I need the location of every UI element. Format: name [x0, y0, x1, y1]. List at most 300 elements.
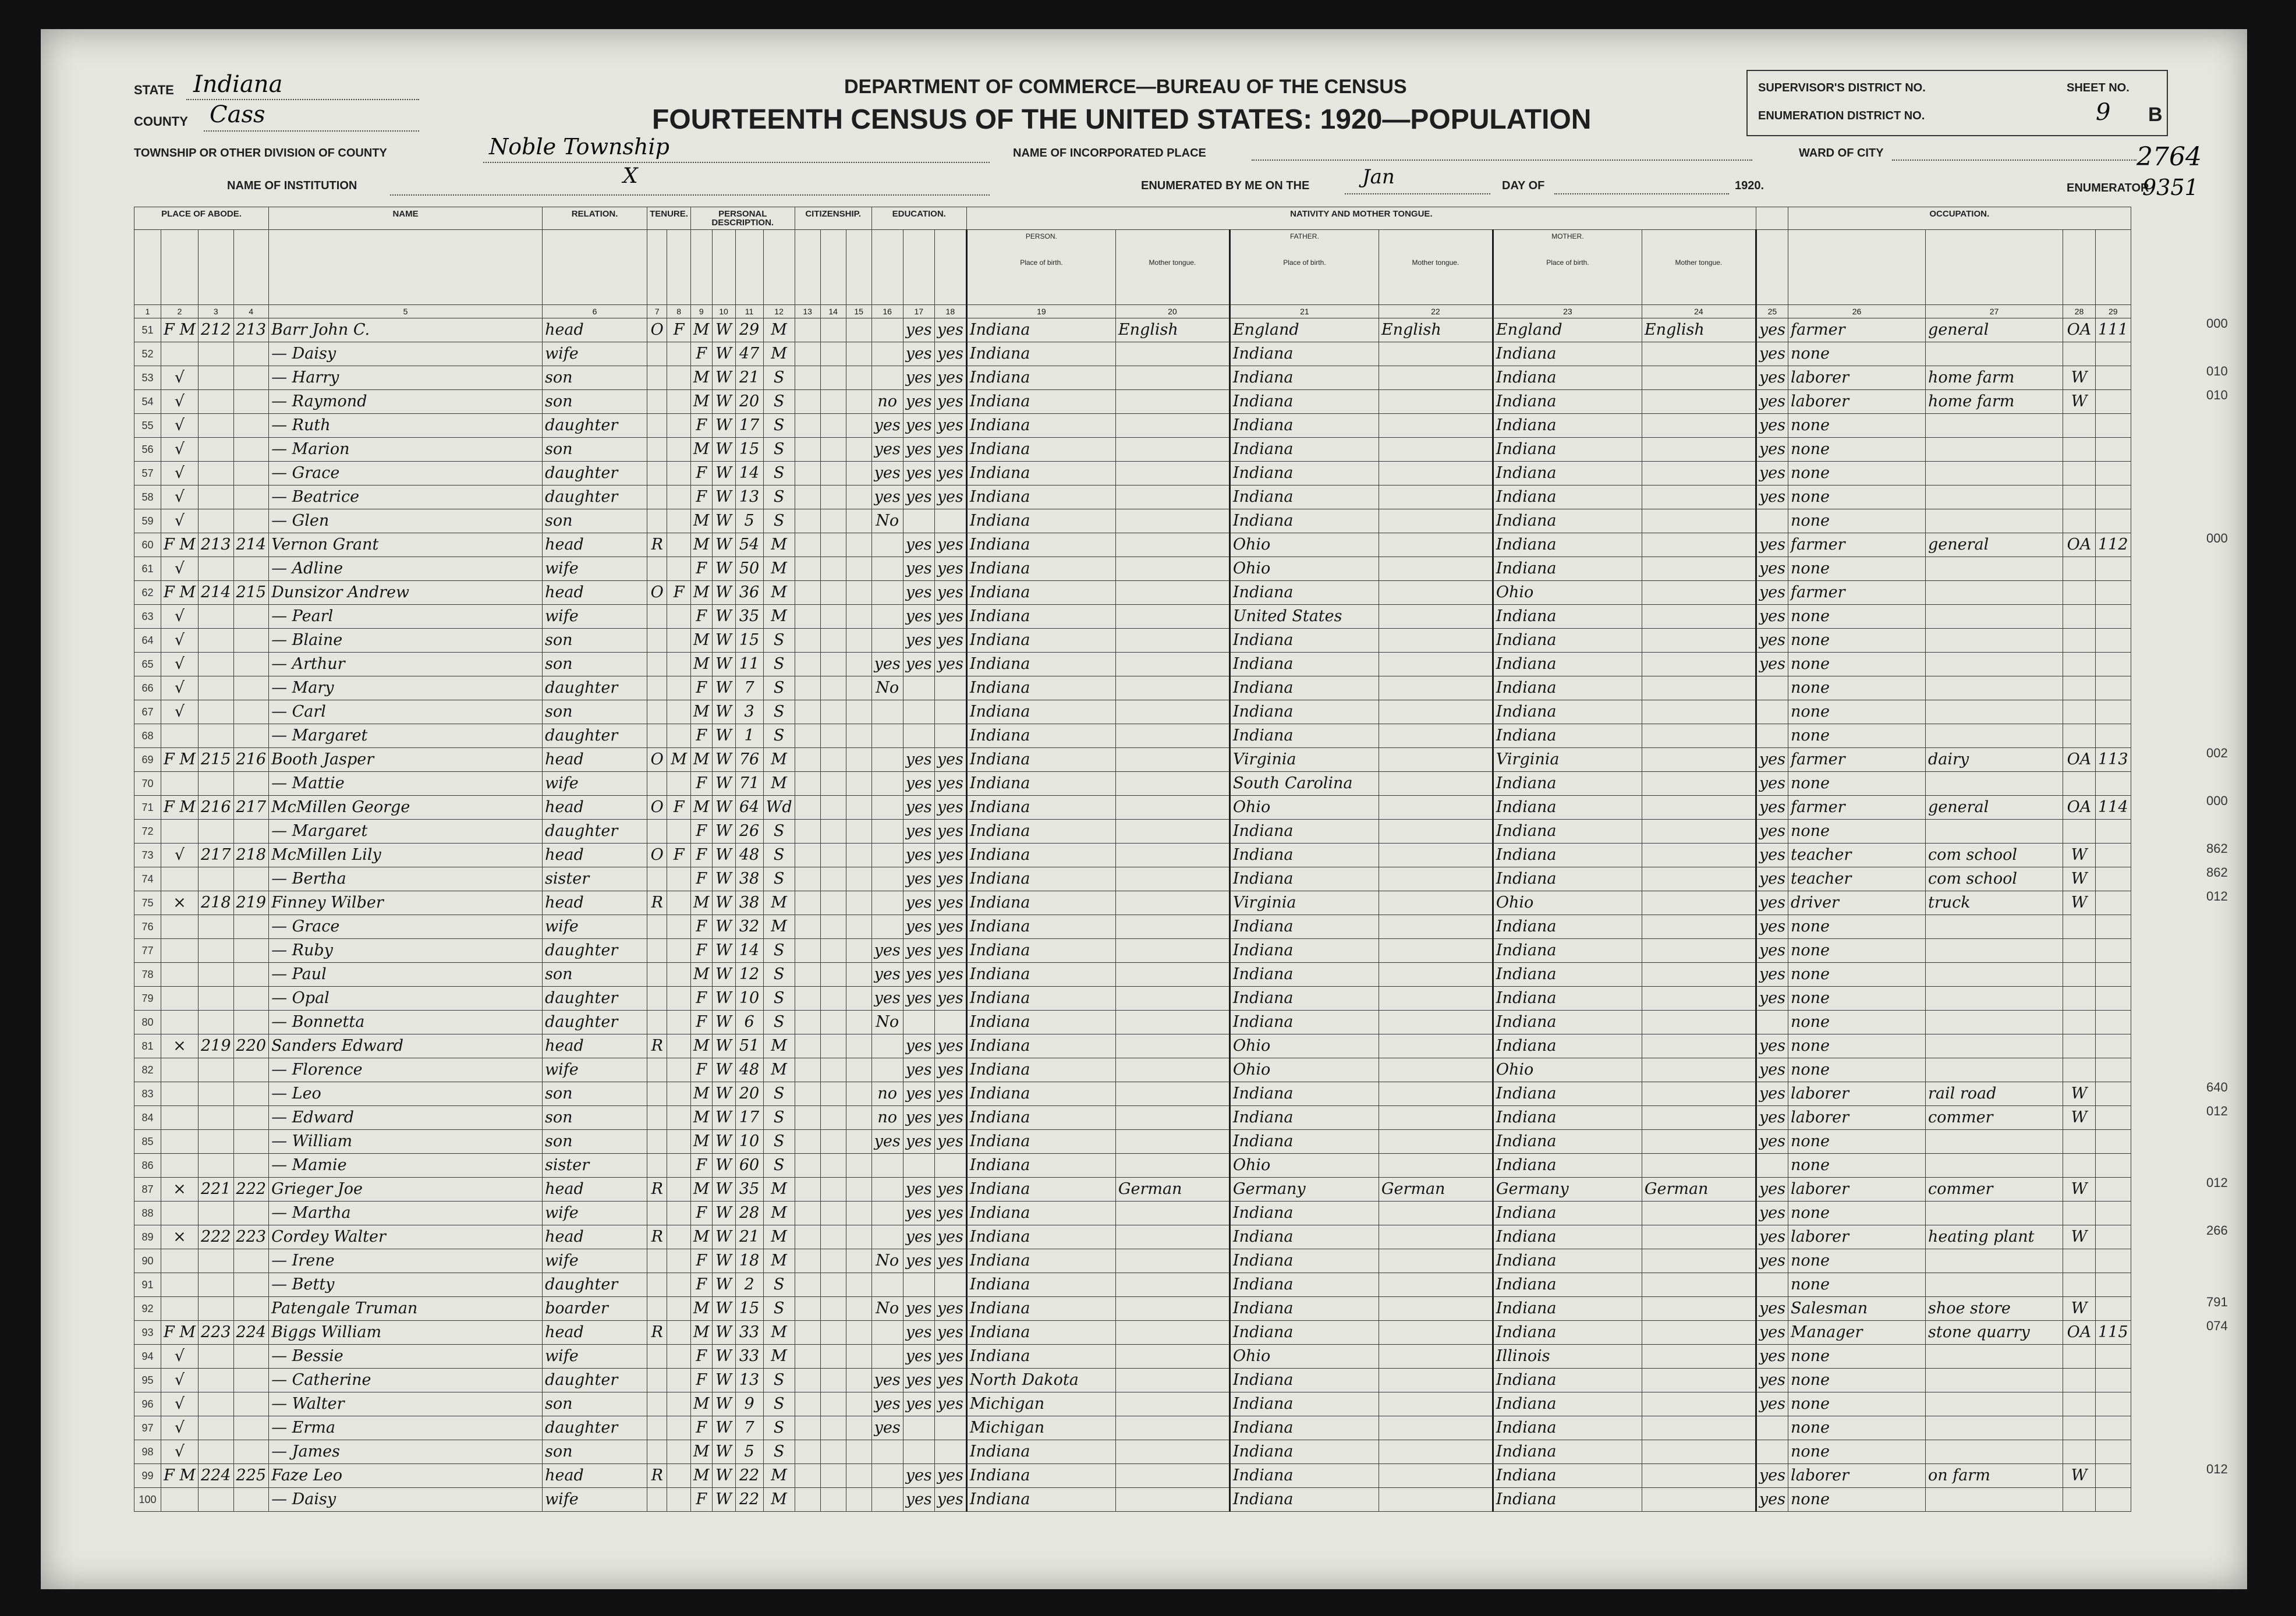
table-row: [134, 867, 2131, 891]
cell-occ: none: [1788, 462, 1925, 485]
cell-race: W: [712, 1321, 735, 1345]
cell-mar: M: [763, 1178, 795, 1202]
cell-mar: S: [763, 462, 795, 485]
cell-name: Patengale Truman: [269, 1297, 543, 1321]
cell-cls: [2063, 485, 2095, 509]
cell-occ: none: [1788, 509, 1925, 533]
cell-blank: [846, 485, 871, 509]
cell-tongue: [1115, 915, 1230, 939]
cell-blank: [846, 891, 871, 915]
cell-occ: farmer: [1788, 581, 1925, 605]
margin-code: 012: [2206, 1462, 2228, 1476]
cell-fb: Ohio: [1230, 533, 1379, 557]
cell-tongue: [1115, 1321, 1230, 1345]
cell-mar: M: [763, 772, 795, 796]
cell-blank: [795, 1034, 820, 1058]
cell-write: yes: [934, 366, 966, 390]
cell-mb: Indiana: [1493, 1273, 1642, 1297]
cell-sex: F: [690, 1345, 712, 1369]
cell-fb: Indiana: [1230, 1440, 1379, 1464]
cell-rel: daughter: [543, 676, 647, 700]
cell-mb: Indiana: [1493, 1440, 1642, 1464]
cell-blank: [795, 1011, 820, 1034]
cell-write: [934, 1440, 966, 1464]
cell-speak: yes: [1756, 1321, 1788, 1345]
cell-cls: [2063, 1034, 2095, 1058]
cell-age: 13: [735, 1369, 763, 1392]
table-row: [134, 891, 2131, 915]
cell-mark: ×: [161, 1034, 199, 1058]
cell-name: — Daisy: [269, 1488, 543, 1512]
cell-ind: [1925, 414, 2063, 438]
column-numbers: 1 2 3 4 5 6 7 8 9 10 11 12 13 14 15 16 17 18 19 20 21 22 23 24 25 26 27 28 29: [134, 305, 2131, 318]
cell-name: — Arthur: [269, 653, 543, 676]
cell-rel: son: [543, 1106, 647, 1130]
cell-tongue: [1115, 533, 1230, 557]
cell-dw: [198, 1058, 233, 1082]
cell-tongue: [1115, 1130, 1230, 1154]
cell-age: 33: [735, 1321, 763, 1345]
cell-blank: [846, 581, 871, 605]
cell-fb: United States: [1230, 605, 1379, 629]
cell-ft: [1379, 1392, 1493, 1416]
cell-tongue: [1115, 1225, 1230, 1249]
cell-school: [871, 700, 903, 724]
cell-mb: Indiana: [1493, 414, 1642, 438]
cell-sex: M: [690, 700, 712, 724]
stamp-top: 2764: [2136, 142, 2202, 172]
cell-mar: M: [763, 318, 795, 342]
cell-rel: wife: [543, 1345, 647, 1369]
cell-birth: Indiana: [966, 891, 1115, 915]
cell-mb: Indiana: [1493, 1202, 1642, 1225]
cell-birth: Indiana: [966, 963, 1115, 987]
cell-speak: yes: [1756, 390, 1788, 414]
cell-blank: [820, 772, 846, 796]
cell-rel: son: [543, 1440, 647, 1464]
cell-mb: Indiana: [1493, 1488, 1642, 1512]
table-row: [134, 1440, 2131, 1464]
cell-age: 48: [735, 844, 763, 867]
cell-rel: daughter: [543, 1369, 647, 1392]
cell-mb: Indiana: [1493, 1154, 1642, 1178]
cell-school: No: [871, 1249, 903, 1273]
cell-blank: [846, 1464, 871, 1488]
cell-school: [871, 796, 903, 820]
cell-ind: [1925, 1273, 2063, 1297]
cell-mb: Indiana: [1493, 438, 1642, 462]
cell-fam: [233, 1011, 269, 1034]
line-number: 54: [134, 390, 161, 414]
enumerated-day: Jan: [1362, 165, 1395, 189]
state-label: STATE: [134, 83, 174, 97]
cell-fb: Ohio: [1230, 1058, 1379, 1082]
cell-ind: [1925, 557, 2063, 581]
table-row: [134, 342, 2131, 366]
cell-own: [647, 1249, 667, 1273]
cell-occ: none: [1788, 342, 1925, 366]
cell-write: [934, 1273, 966, 1297]
cell-name: — Blaine: [269, 629, 543, 653]
cell-mar: M: [763, 1488, 795, 1512]
cell-tongue: [1115, 891, 1230, 915]
cell-occ: farmer: [1788, 318, 1925, 342]
cell-race: W: [712, 1058, 735, 1082]
cell-birth: Indiana: [966, 557, 1115, 581]
cell-race: W: [712, 1082, 735, 1106]
cell-mb: Indiana: [1493, 557, 1642, 581]
cell-race: W: [712, 915, 735, 939]
cell-read: yes: [903, 1488, 934, 1512]
line-number: 76: [134, 915, 161, 939]
cell-birth: Indiana: [966, 1464, 1115, 1488]
cell-free: [667, 1106, 690, 1130]
cell-free: [667, 1034, 690, 1058]
cell-free: [667, 1416, 690, 1440]
cell-speak: [1756, 1416, 1788, 1440]
cell-own: [647, 987, 667, 1011]
cell-name: — Daisy: [269, 342, 543, 366]
cell-fam: [233, 1392, 269, 1416]
cell-blank: [846, 342, 871, 366]
cell-dw: [198, 1369, 233, 1392]
cell-ft: [1379, 1154, 1493, 1178]
cell-free: [667, 366, 690, 390]
cell-fam: [233, 1106, 269, 1130]
cell-free: [667, 605, 690, 629]
cell-ft: [1379, 867, 1493, 891]
cell-fam: [233, 557, 269, 581]
line-number: 77: [134, 939, 161, 963]
table-row: [134, 844, 2131, 867]
table-row: [134, 318, 2131, 342]
group-tenure: TENURE.: [647, 207, 691, 230]
cell-rel: son: [543, 438, 647, 462]
cell-fb: Indiana: [1230, 1392, 1379, 1416]
cell-school: no: [871, 1082, 903, 1106]
cell-dw: [198, 1345, 233, 1369]
cell-mt: [1642, 796, 1756, 820]
cell-cls: W: [2063, 1464, 2095, 1488]
cell-mt: [1642, 987, 1756, 1011]
cell-blank: [795, 891, 820, 915]
cell-race: W: [712, 629, 735, 653]
table-row: [134, 1202, 2131, 1225]
cell-ft: [1379, 1464, 1493, 1488]
cell-cls: [2063, 820, 2095, 844]
cell-fam: 214: [233, 533, 269, 557]
cell-blank: [820, 1464, 846, 1488]
cell-age: 26: [735, 820, 763, 844]
cell-mb: Indiana: [1493, 772, 1642, 796]
cell-fb: Indiana: [1230, 1464, 1379, 1488]
cell-age: 18: [735, 1249, 763, 1273]
cell-name: — Raymond: [269, 390, 543, 414]
cell-own: [647, 1488, 667, 1512]
cell-ind: [1925, 676, 2063, 700]
table-row: [134, 1345, 2131, 1369]
cell-mar: M: [763, 915, 795, 939]
cell-age: 17: [735, 1106, 763, 1130]
cell-read: yes: [903, 629, 934, 653]
cell-blank: [795, 1178, 820, 1202]
line-number: 84: [134, 1106, 161, 1130]
line-number: 91: [134, 1273, 161, 1297]
cell-age: 29: [735, 318, 763, 342]
cell-cls: W: [2063, 1106, 2095, 1130]
cell-birth: Indiana: [966, 1321, 1115, 1345]
cell-occ: none: [1788, 1369, 1925, 1392]
cell-mark: √: [161, 485, 199, 509]
cell-blank: [846, 1273, 871, 1297]
cell-fam: 220: [233, 1034, 269, 1058]
cell-blank: [820, 366, 846, 390]
cell-speak: yes: [1756, 342, 1788, 366]
cell-fam: [233, 700, 269, 724]
cell-fam: [233, 915, 269, 939]
cell-mar: Wd: [763, 796, 795, 820]
cell-cls: OA: [2063, 318, 2095, 342]
cell-mt: [1642, 557, 1756, 581]
sheet-letter: B: [2148, 104, 2163, 126]
cell-read: yes: [903, 1058, 934, 1082]
cell-write: yes: [934, 653, 966, 676]
cell-speak: [1756, 724, 1788, 748]
cell-sex: M: [690, 509, 712, 533]
cell-tongue: [1115, 1082, 1230, 1106]
cell-school: [871, 318, 903, 342]
cell-name: — Beatrice: [269, 485, 543, 509]
line-number: 79: [134, 987, 161, 1011]
cell-own: O: [647, 581, 667, 605]
cell-num: [2095, 1464, 2131, 1488]
cell-occ: laborer: [1788, 366, 1925, 390]
cell-race: W: [712, 1106, 735, 1130]
cell-rel: head: [543, 1034, 647, 1058]
cell-name: — Grace: [269, 915, 543, 939]
cell-num: [2095, 724, 2131, 748]
cell-occ: none: [1788, 772, 1925, 796]
cell-ind: [1925, 342, 2063, 366]
cell-num: [2095, 414, 2131, 438]
table-row: [134, 724, 2131, 748]
cell-blank: [795, 1488, 820, 1512]
cell-dw: 217: [198, 844, 233, 867]
cell-school: No: [871, 1011, 903, 1034]
cell-fb: Indiana: [1230, 1202, 1379, 1225]
cell-blank: [846, 653, 871, 676]
cell-write: [934, 724, 966, 748]
cell-mb: Indiana: [1493, 462, 1642, 485]
cell-fb: Ohio: [1230, 1345, 1379, 1369]
cell-own: [647, 1440, 667, 1464]
cell-free: [667, 1011, 690, 1034]
cell-birth: Indiana: [966, 1488, 1115, 1512]
cell-age: 22: [735, 1464, 763, 1488]
cell-name: — Glen: [269, 509, 543, 533]
cell-read: yes: [903, 1297, 934, 1321]
cell-age: 60: [735, 1154, 763, 1178]
cell-fam: [233, 1202, 269, 1225]
table-row: [134, 820, 2131, 844]
cell-mark: [161, 772, 199, 796]
cell-mb: Ohio: [1493, 891, 1642, 915]
cell-race: W: [712, 939, 735, 963]
cell-mar: S: [763, 438, 795, 462]
line-number: 95: [134, 1369, 161, 1392]
table-row: [134, 987, 2131, 1011]
cell-rel: daughter: [543, 1416, 647, 1440]
cell-num: [2095, 653, 2131, 676]
table-row: [134, 581, 2131, 605]
cell-sex: F: [690, 557, 712, 581]
line-number: 65: [134, 653, 161, 676]
cell-name: Faze Leo: [269, 1464, 543, 1488]
cell-age: 38: [735, 867, 763, 891]
cell-name: — Mattie: [269, 772, 543, 796]
cell-sex: F: [690, 844, 712, 867]
cell-speak: yes: [1756, 557, 1788, 581]
cell-mar: M: [763, 1321, 795, 1345]
cell-dw: [198, 485, 233, 509]
cell-birth: Indiana: [966, 1225, 1115, 1249]
cell-cls: [2063, 700, 2095, 724]
cell-own: [647, 414, 667, 438]
cell-occ: laborer: [1788, 1178, 1925, 1202]
cell-own: [647, 390, 667, 414]
line-number: 72: [134, 820, 161, 844]
cell-blank: [795, 1273, 820, 1297]
cell-num: [2095, 581, 2131, 605]
cell-mar: S: [763, 867, 795, 891]
cell-occ: none: [1788, 939, 1925, 963]
cell-ind: [1925, 915, 2063, 939]
cell-birth: Indiana: [966, 1345, 1115, 1369]
cell-read: yes: [903, 939, 934, 963]
cell-mb: Indiana: [1493, 1464, 1642, 1488]
cell-dw: [198, 963, 233, 987]
cell-sex: F: [690, 820, 712, 844]
cell-rel: head: [543, 796, 647, 820]
cell-school: yes: [871, 963, 903, 987]
cell-age: 11: [735, 653, 763, 676]
cell-race: W: [712, 1464, 735, 1488]
cell-ft: [1379, 1345, 1493, 1369]
cell-free: F: [667, 796, 690, 820]
cell-fam: [233, 414, 269, 438]
cell-fb: Ohio: [1230, 557, 1379, 581]
cell-age: 3: [735, 700, 763, 724]
cell-num: [2095, 1130, 2131, 1154]
cell-birth: Indiana: [966, 485, 1115, 509]
cell-school: [871, 557, 903, 581]
cell-fam: [233, 366, 269, 390]
cell-name: — Erma: [269, 1416, 543, 1440]
cell-mark: F M: [161, 581, 199, 605]
cell-ind: [1925, 605, 2063, 629]
cell-ft: [1379, 342, 1493, 366]
cell-free: [667, 1440, 690, 1464]
cell-sex: F: [690, 1416, 712, 1440]
cell-occ: none: [1788, 438, 1925, 462]
cell-write: yes: [934, 1297, 966, 1321]
cell-fam: 216: [233, 748, 269, 772]
line-number: 81: [134, 1034, 161, 1058]
cell-read: yes: [903, 366, 934, 390]
cell-blank: [795, 915, 820, 939]
cell-birth: Indiana: [966, 987, 1115, 1011]
cell-name: — Edward: [269, 1106, 543, 1130]
cell-blank: [795, 1130, 820, 1154]
cell-fam: 225: [233, 1464, 269, 1488]
cell-write: yes: [934, 1225, 966, 1249]
cell-occ: none: [1788, 1345, 1925, 1369]
cell-sex: M: [690, 438, 712, 462]
cell-birth: Michigan: [966, 1392, 1115, 1416]
cell-occ: none: [1788, 700, 1925, 724]
cell-birth: Indiana: [966, 438, 1115, 462]
cell-num: [2095, 987, 2131, 1011]
cell-sex: F: [690, 676, 712, 700]
cell-fb: Indiana: [1230, 963, 1379, 987]
cell-write: yes: [934, 1082, 966, 1106]
cell-name: — William: [269, 1130, 543, 1154]
table-row: [134, 1082, 2131, 1106]
cell-birth: Indiana: [966, 867, 1115, 891]
cell-mark: √: [161, 462, 199, 485]
cell-age: 10: [735, 1130, 763, 1154]
cell-fam: [233, 1345, 269, 1369]
cell-num: [2095, 1369, 2131, 1392]
cell-fb: Indiana: [1230, 366, 1379, 390]
cell-dw: 224: [198, 1464, 233, 1488]
cell-birth: Indiana: [966, 318, 1115, 342]
cell-speak: yes: [1756, 867, 1788, 891]
cell-cls: [2063, 1058, 2095, 1082]
cell-cls: [2063, 915, 2095, 939]
cell-cls: [2063, 939, 2095, 963]
cell-blank: [820, 1369, 846, 1392]
cell-dw: [198, 1488, 233, 1512]
cell-num: [2095, 485, 2131, 509]
cell-fb: Indiana: [1230, 1011, 1379, 1034]
cell-sex: F: [690, 772, 712, 796]
cell-birth: Indiana: [966, 1130, 1115, 1154]
table-row: [134, 1154, 2131, 1178]
cell-write: yes: [934, 1034, 966, 1058]
cell-mt: German: [1642, 1178, 1756, 1202]
cell-read: yes: [903, 1249, 934, 1273]
cell-mar: S: [763, 820, 795, 844]
cell-mar: S: [763, 1154, 795, 1178]
cell-own: [647, 1106, 667, 1130]
mother-birthplace-head: MOTHER. Place of birth.: [1493, 230, 1642, 305]
cell-birth: Indiana: [966, 581, 1115, 605]
cell-write: yes: [934, 1178, 966, 1202]
cell-fam: [233, 1058, 269, 1082]
county-line: [204, 130, 419, 132]
cell-speak: [1756, 1011, 1788, 1034]
cell-tongue: [1115, 1345, 1230, 1369]
cell-fb: Indiana: [1230, 629, 1379, 653]
table-row: [134, 772, 2131, 796]
cell-ind: [1925, 509, 2063, 533]
cell-blank: [795, 796, 820, 820]
cell-ft: [1379, 724, 1493, 748]
cell-speak: yes: [1756, 796, 1788, 820]
cell-age: 51: [735, 1034, 763, 1058]
cell-read: yes: [903, 891, 934, 915]
